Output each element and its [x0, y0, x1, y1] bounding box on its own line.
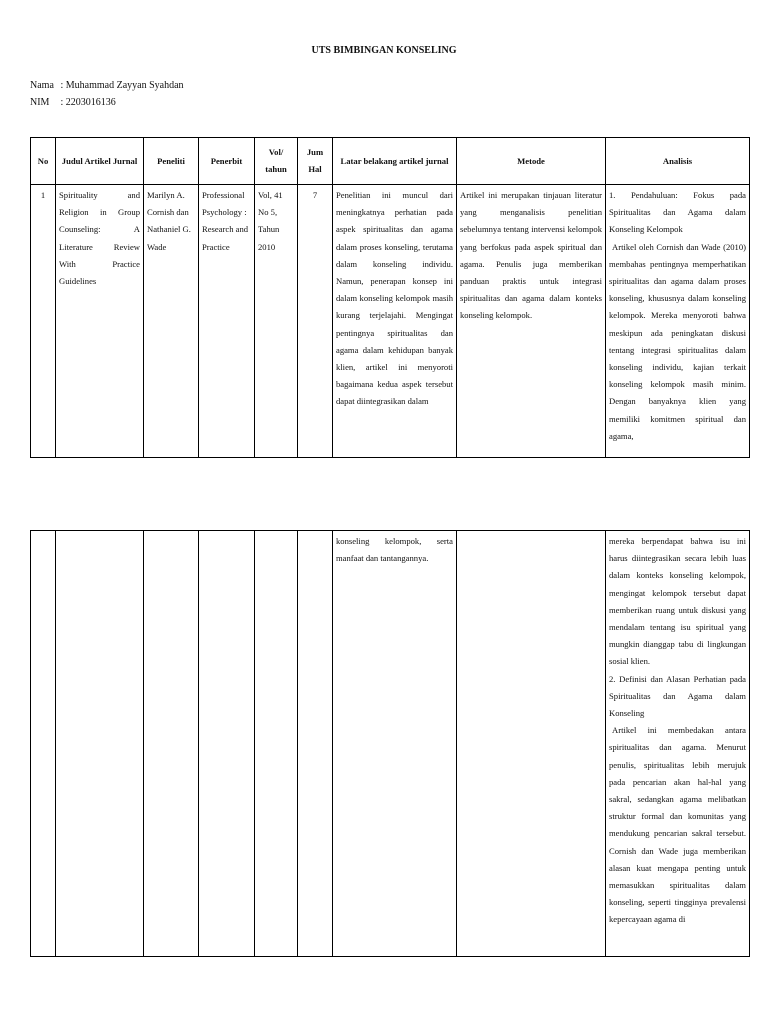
nim-value: : 2203016136 [60, 97, 116, 108]
header-peneliti: Peneliti [144, 138, 199, 185]
review-table [30, 137, 750, 458]
analisis-heading: 1. Pendahuluan: Fokus pada Spiritualitas dan Agama dalam Konseling Kelompok [609, 190, 746, 235]
review-table-continued [30, 530, 750, 957]
cell-analisis-cont [606, 531, 750, 957]
cell-vol: Vol, 41 No 5, Tahun 2010 [255, 185, 298, 458]
header-judul: Judul Artikel Jurnal [56, 138, 144, 185]
nim-label: NIM [30, 97, 50, 108]
cell-latar: Penelitian ini muncul dari meningkatnya perhatian pada aspek spiritualitas dan agama dalam proses konseling, terutama dalam konseling individu. Namun, penerapan konsep ini dalam konseling kelompok masih kurang terjelajahi. Mengingat pentingnya spiritualitas dan agama dalam kehidupan banyak klien, artikel ini menyoroti bagaimana kedua aspek tersebut dapat diintegrasikan dalam [333, 185, 457, 458]
nim-line [30, 97, 116, 108]
table-row [31, 185, 750, 458]
name-label: Nama [30, 80, 54, 91]
header-penerbit: Penerbit [199, 138, 255, 185]
name-value: : Muhammad Zayyan Syahdan [60, 80, 184, 91]
cell-no-empty [31, 531, 56, 957]
header-metode: Metode [457, 138, 606, 185]
table-header-row [31, 138, 750, 185]
cell-no: 1 [31, 185, 56, 458]
analisis-paragraph: Artikel oleh Cornish dan Wade (2010) membahas pentingnya memperhatikan spiritualitas dan agama dalam proses konseling, khususnya dalam konseling kelompok. Mereka menyoroti bahwa meskipun ada peningkatan diskusi tentang integrasi spiritualitas dalam konseling individu, kajian terkait konseling kelompok masih minim. Dengan banyaknya klien yang memiliki komitmen spiritual dan agama, [609, 241, 746, 441]
cell-vol-empty [255, 531, 298, 957]
header-analisis: Analisis [606, 138, 750, 185]
cell-penerbit-empty [199, 531, 255, 957]
header-hal: Jum Hal [298, 138, 333, 185]
table-row [31, 531, 750, 957]
cell-hal: 7 [298, 185, 333, 458]
header-vol: Vol/ tahun [255, 138, 298, 185]
cell-metode-empty [457, 531, 606, 957]
analisis-paragraph-2: Artikel ini membedakan antara spiritualitas dan agama. Menurut penulis, spiritualitas lebih merujuk pada pencarian akan hal-hal yang sakral, sedangkan agama melibatkan struktur formal dan komunitas yang mendukung pencarian sakral tersebut. Cornish dan Wade juga memberikan alasan kuat mengapa penting untuk memasukkan spiritualitas dalam konseling, seperti tingginya prevalensi kepercayaan agama di [609, 725, 746, 925]
cell-analisis [606, 185, 750, 458]
cell-latar-cont: konseling kelompok, serta manfaat dan tantangannya. [333, 531, 457, 957]
cell-penerbit: Professional Psychology : Research and Practice [199, 185, 255, 458]
header-no: No [31, 138, 56, 185]
cell-judul-empty [56, 531, 144, 957]
cell-judul: Spirituality and Religion in Group Counseling: A Literature Review With Practice Guidelines [56, 185, 144, 458]
header-latar: Latar belakang artikel jurnal [333, 138, 457, 185]
analisis-paragraph-cont: mereka berpendapat bahwa isu ini harus diintegrasikan secara lebih luas dalam konteks konseling kelompok, mengingat kelompok tersebut dapat memberikan ruang untuk diskusi yang mendalam tentang isu spiritual yang mungkin dianggap tabu di lingkungan sosial klien. [609, 536, 746, 667]
document-title: UTS BIMBINGAN KONSELING [311, 45, 457, 56]
name-line [30, 80, 184, 91]
cell-peneliti: Marilyn A. Cornish dan Nathaniel G. Wade [144, 185, 199, 458]
cell-metode: Artikel ini merupakan tinjauan literatur yang menganalisis penelitian sebelumnya tentang intervensi kelompok yang berfokus pada aspek spiritual dan agama. Penulis juga memberikan panduan praktis untuk integrasi spiritualitas dan agama dalam konteks konseling kelompok. [457, 185, 606, 458]
cell-peneliti-empty [144, 531, 199, 957]
analisis-heading-2: 2. Definisi dan Alasan Perhatian pada Spiritualitas dan Agama dalam Konseling [609, 673, 746, 719]
cell-hal-empty [298, 531, 333, 957]
